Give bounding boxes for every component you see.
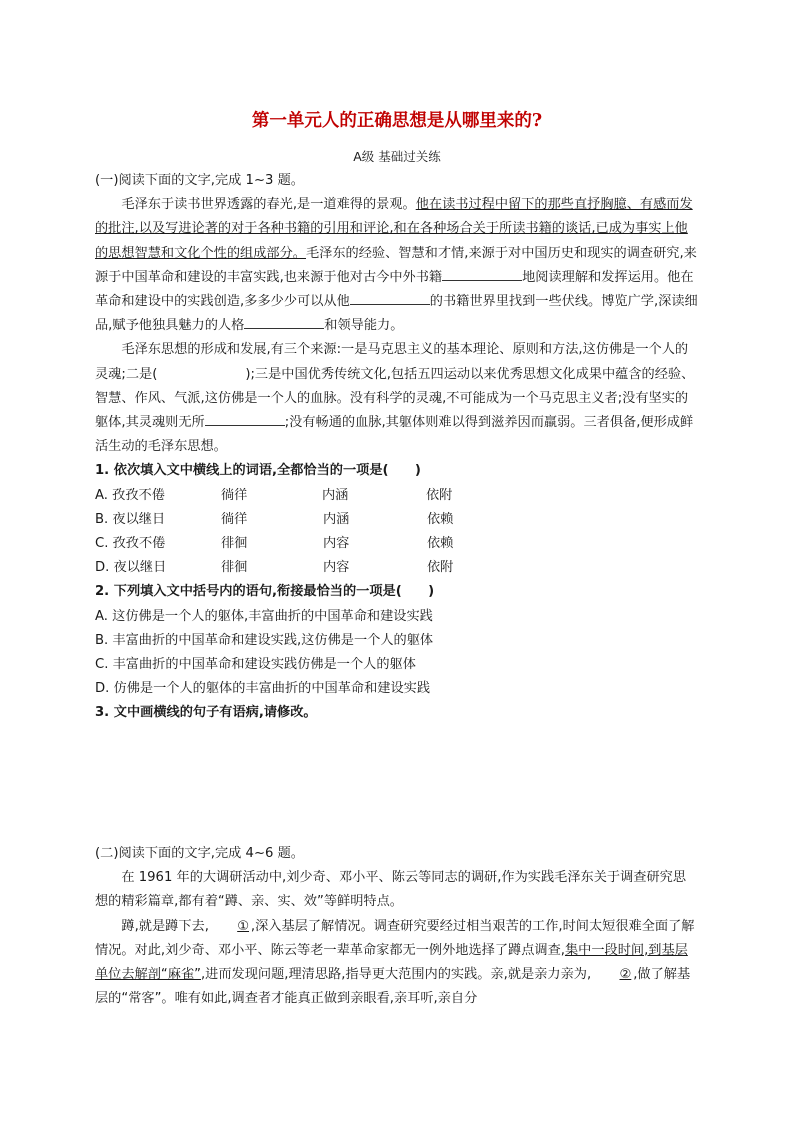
option-word: 徜徉 — [221, 511, 248, 527]
numbered-blank-1[interactable]: ① — [237, 918, 250, 934]
level-subtitle: A级 基础过关练 — [353, 149, 441, 164]
p1-text-a: 毛泽东于读书世界透露的春光,是一道难得的景观。 — [121, 197, 416, 213]
fill-blank-3[interactable] — [244, 314, 324, 329]
passage-two-paragraph-2 — [95, 915, 699, 1012]
p2-text-b: );三是中国优秀传统文化,包括五四运动以来优秀思想文化成果中蕴含的经验、智慧、作风、气派,这仿佛是一个人的血脉。没有科学的灵魂,不可能成为一个马克思主义者;没有坚实的躯体,其灵魂则无所 — [95, 366, 695, 431]
option-word: 徜徉 — [221, 487, 248, 503]
page-title: 第一单元人的正确思想是从哪里来的? — [251, 111, 543, 131]
section-two-heading: (二)阅读下面的文字,完成 4~6 题。 — [95, 846, 304, 861]
option-word: 依赖 — [427, 536, 454, 552]
q2-option-c[interactable]: C. 丰富曲折的中国革命和建设实践仿佛是一个人的躯体 — [95, 657, 416, 673]
q1-option-d[interactable] — [95, 556, 699, 580]
option-word: 内涵 — [322, 487, 349, 503]
s2-text-b: ,深入基层了解情况。调查研究要经过相当艰苦的工作,时间太短很难全面了解情况。对此,刘少奇、邓小平、陈云等老一辈革命家都无一例外地选择了蹲点调查, — [95, 918, 695, 958]
fill-blank-2[interactable] — [350, 290, 430, 305]
section-two — [95, 842, 699, 1011]
option-word: 徘徊 — [221, 560, 248, 576]
option-word: 依附 — [426, 487, 453, 503]
option-word: 依赖 — [427, 511, 454, 527]
p1-text-b: 毛泽东的经验、智慧和才情,来源于对中国历史和现实的调查研究,来源于中国革命和建设的丰富实践,也来源于他对古今中外书籍 — [95, 245, 697, 285]
p1-text-c: 地阅读理解和发挥运用。他在革命和建设中的实践创造,多多少少可以从他 — [95, 269, 694, 310]
question-1: 1. 依次填入文中横线上的词语,全都恰当的一项是( ) — [95, 463, 421, 479]
numbered-blank-2[interactable]: ② — [619, 967, 632, 983]
underlined-sentence: 他在读书过程中留下的那些直抒胸臆、有感而发的批注,以及写进论著的对于各种书籍的引用和评论,和在各种场合关于所读书籍的谈话,已成为事实上他的思想智慧和文化个性的组成部分。 — [95, 197, 693, 261]
q2-option-d[interactable]: D. 仿佛是一个人的躯体的丰富曲折的中国革命和建设实践 — [95, 681, 431, 697]
section-one — [95, 169, 699, 726]
passage-one-paragraph-2 — [95, 338, 699, 459]
fill-blank-1[interactable] — [442, 266, 522, 281]
option-label: C. 孜孜不倦 — [95, 536, 166, 552]
option-word: 内容 — [323, 560, 350, 576]
underlined-phrase: 集中一段时间,到基层单位去解剖“麻雀” — [95, 942, 688, 983]
option-label: D. 夜以继日 — [95, 560, 167, 576]
option-word: 徘徊 — [221, 536, 248, 552]
q2-option-b[interactable]: B. 丰富曲折的中国革命和建设实践,这仿佛是一个人的躯体 — [95, 632, 434, 648]
fill-blank-4[interactable] — [205, 411, 285, 426]
p1-text-e: 和领导能力。 — [324, 318, 404, 334]
option-word: 内容 — [323, 536, 350, 552]
p2-text-c: ;没有畅通的血脉,其躯体则难以得到滋养因而羸弱。三者俱备,便形成鲜活生动的毛泽东思想。 — [95, 415, 694, 455]
p2-text-a: 毛泽东思想的形成和发展,有三个来源:一是马克思主义的基本理论、原则和方法,这仿佛是一个人的灵魂;二是( — [95, 342, 689, 382]
passage-one-paragraph-1 — [95, 193, 699, 338]
s2-text-a: 蹲,就是蹲下去, — [121, 918, 209, 934]
question-2: 2. 下列填入文中括号内的语句,衔接最恰当的一项是( ) — [95, 584, 435, 600]
passage-two-paragraph-1: 在 1961 年的大调研活动中,刘少奇、邓小平、陈云等同志的调研,作为实践毛泽东关于调查研究思想的精彩篇章,都有着“蹲、亲、实、效”等鲜明特点。 — [95, 870, 687, 910]
q2-option-a[interactable]: A. 这仿佛是一个人的躯体,丰富曲折的中国革命和建设实践 — [95, 608, 433, 624]
question-3: 3. 文中画横线的句子有语病,请修改。 — [95, 705, 317, 721]
q1-option-c[interactable] — [95, 532, 699, 556]
q1-option-b[interactable] — [95, 508, 699, 532]
option-word: 依附 — [427, 560, 454, 576]
s2-text-c: ,进而发现问题,理清思路,指导更大范围内的实践。亲,就是亲力亲为, — [200, 967, 592, 983]
option-label: A. 孜孜不倦 — [95, 487, 165, 503]
option-word: 内涵 — [323, 511, 350, 527]
q1-option-a[interactable] — [95, 484, 699, 508]
s2-text-d: ,做了解基层的“常客”。唯有如此,调查者才能真正做到亲眼看,亲耳听,亲自分 — [95, 967, 691, 1007]
option-label: B. 夜以继日 — [95, 511, 166, 527]
p1-text-d: 的书籍世界里找到一些伏线。博览广学,深读细品,赋予他独具魅力的人格 — [95, 294, 698, 334]
section-one-heading: (一)阅读下面的文字,完成 1~3 题。 — [95, 173, 304, 188]
